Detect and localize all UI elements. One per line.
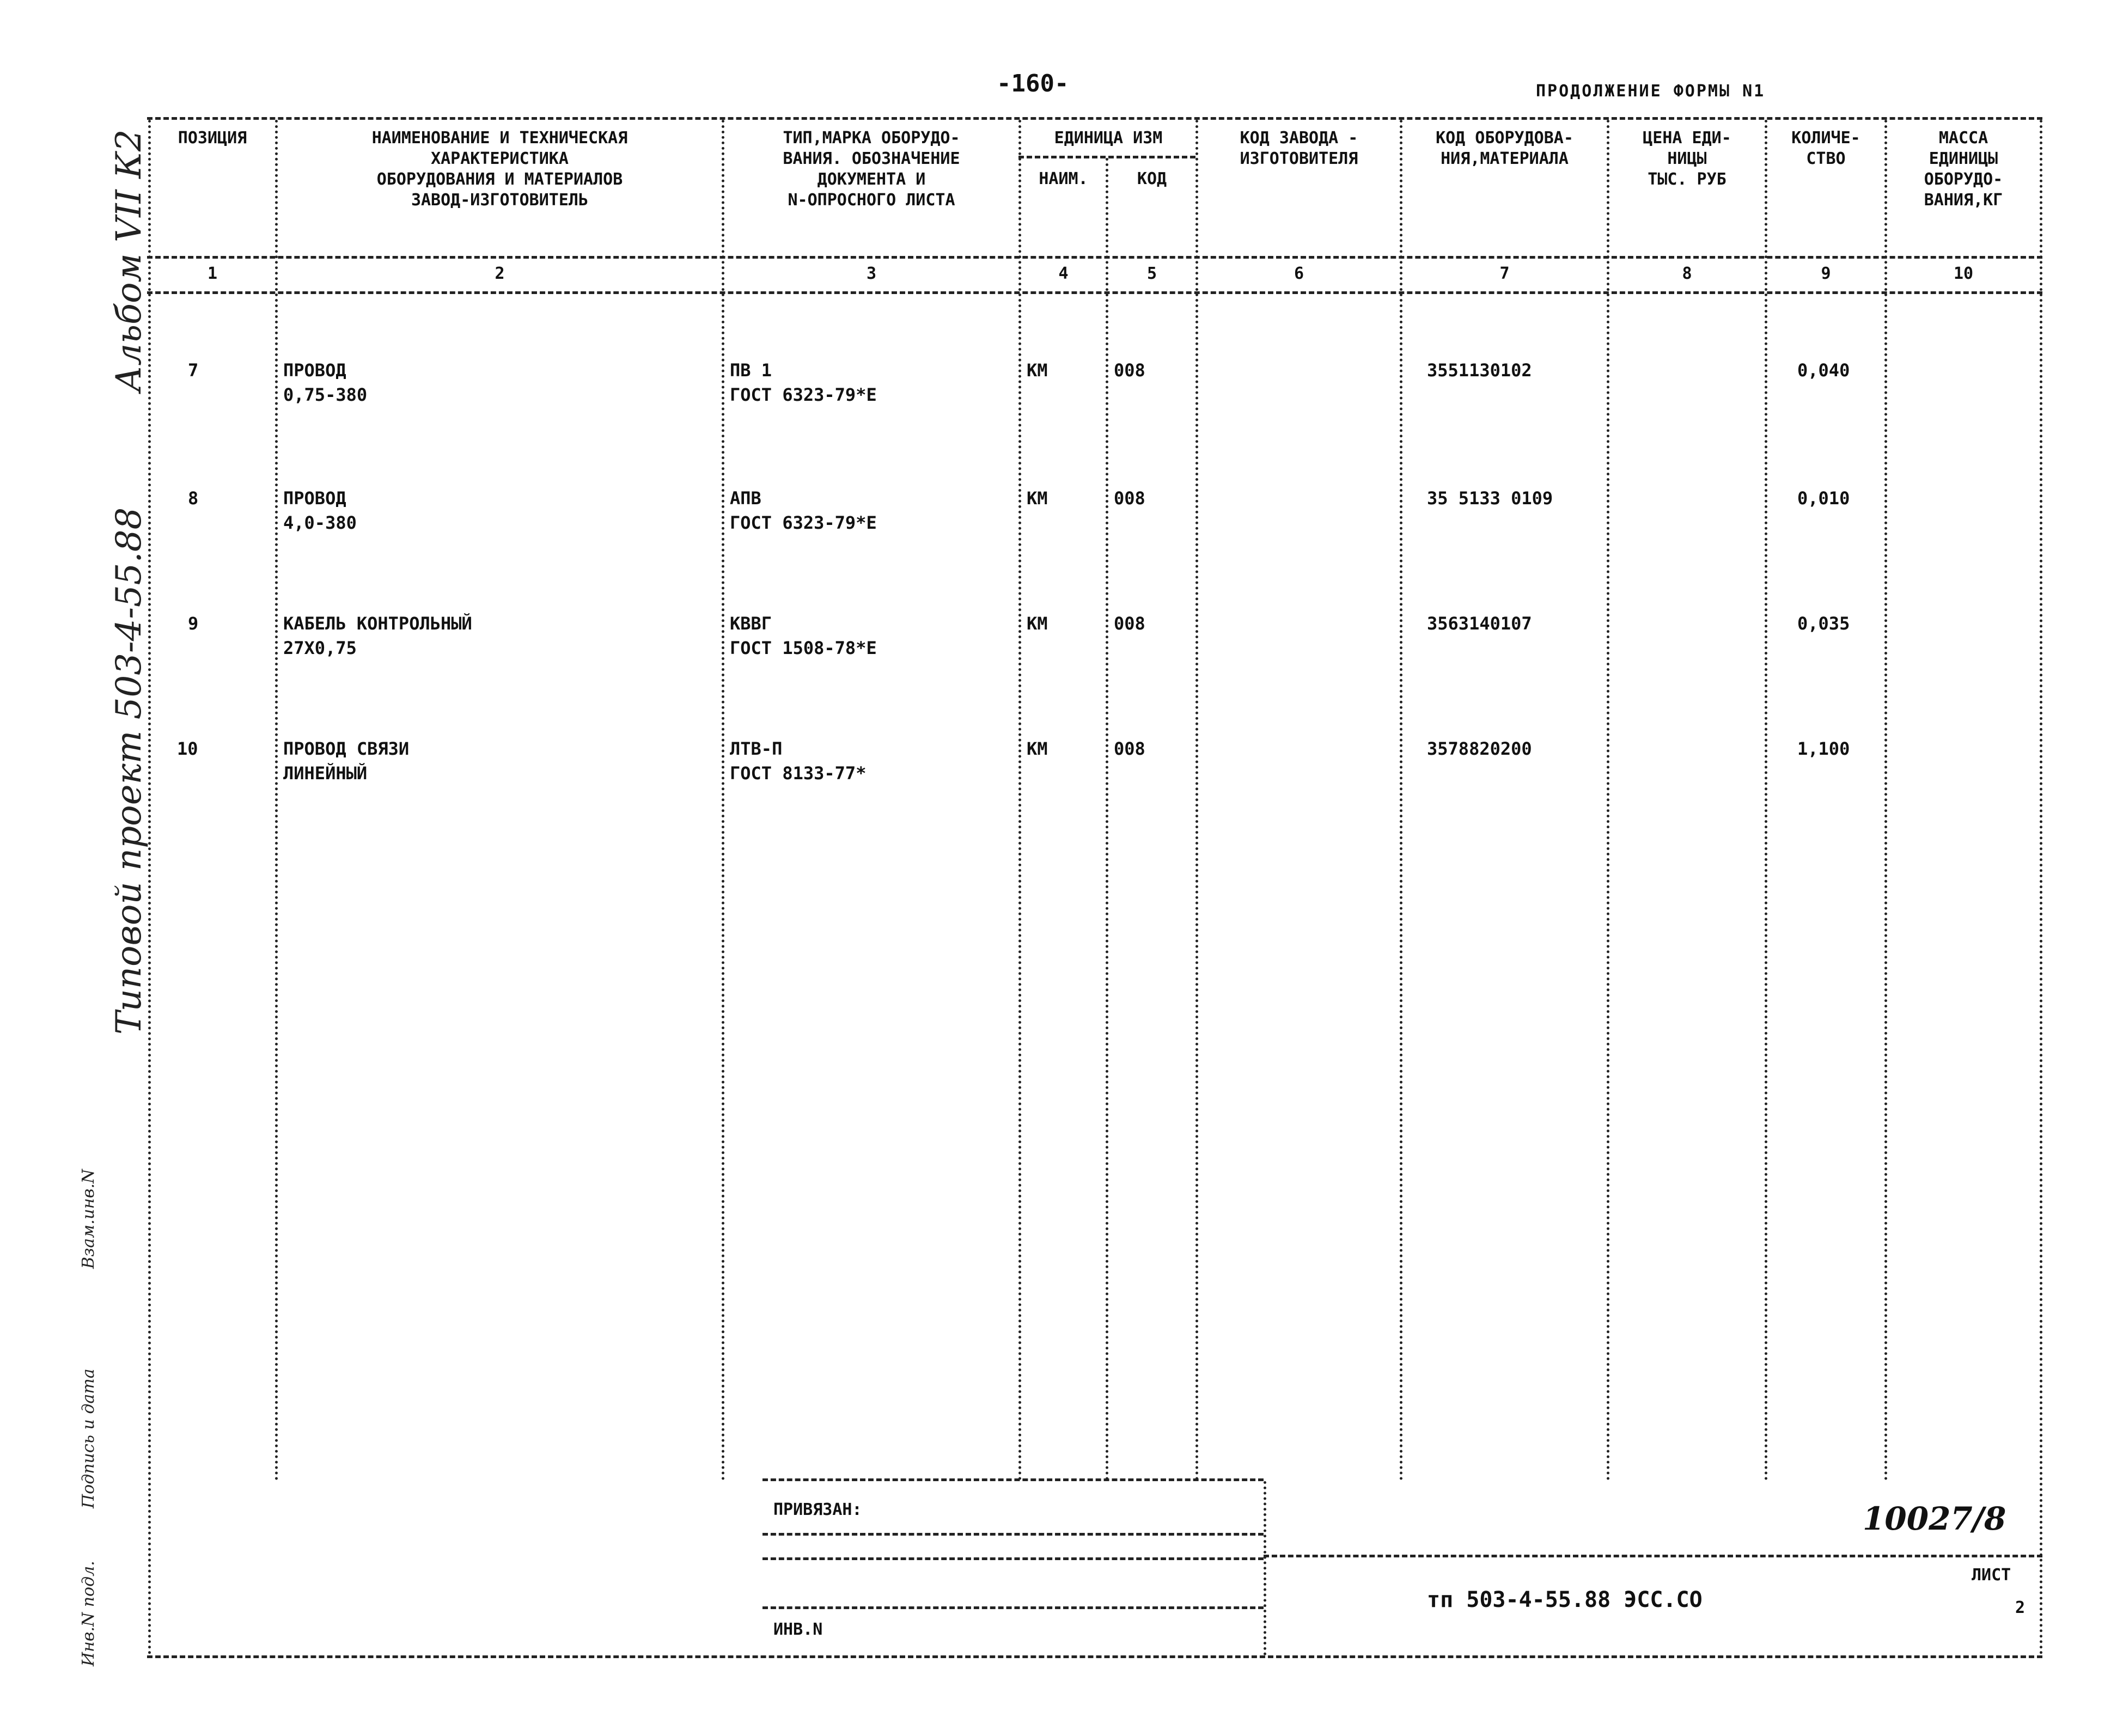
header-col-2: НАИМЕНОВАНИЕ И ТЕХНИЧЕСКАЯ ХАРАКТЕРИСТИКА ОБОРУДОВАНИЯ И МАТЕРИАЛОВ ЗАВОД-ИЗГОТОВИТЕЛЬ bbox=[371, 129, 628, 210]
col-border-1 bbox=[275, 120, 278, 1481]
colnum-2: 2 bbox=[495, 264, 505, 283]
table-row-pos: 9 bbox=[188, 613, 199, 634]
header-unit-group: ЕДИНИЦА ИЗМ bbox=[1054, 129, 1163, 148]
table-row-type-doc: ГОСТ 8133-77* bbox=[730, 763, 867, 784]
table-row-name: ПРОВОД bbox=[283, 360, 346, 381]
table-row-equip-code: 35 5133 0109 bbox=[1427, 488, 1553, 509]
colnum-10: 10 bbox=[1953, 264, 1974, 283]
colnum-6: 6 bbox=[1294, 264, 1304, 283]
table-bottom-border bbox=[147, 1655, 2042, 1658]
table-row-name: ПРОВОД СВЯЗИ bbox=[283, 738, 410, 759]
table-row-unit-code: 008 bbox=[1114, 738, 1145, 759]
header-col-9: КОЛИЧЕ- СТВО bbox=[1791, 129, 1860, 168]
table-row-name-spec: ЛИНЕЙНЫЙ bbox=[283, 763, 368, 784]
table-row-unit: КМ bbox=[1027, 738, 1048, 759]
table-row-pos: 8 bbox=[188, 488, 199, 509]
colnum-5: 5 bbox=[1146, 264, 1157, 283]
numbers-bottom-border bbox=[147, 291, 2042, 294]
table-row-name-spec: 0,75-380 bbox=[283, 384, 368, 405]
table-row-type: ЛТВ-П bbox=[730, 738, 783, 759]
table-row-unit: КМ bbox=[1027, 488, 1048, 509]
inv-podl-label: Инв.N подл. bbox=[79, 1561, 98, 1666]
inv-number-label: ИНВ.N bbox=[773, 1620, 823, 1639]
table-row-qty: 1,100 bbox=[1797, 738, 1850, 759]
header-col-6: КОД ЗАВОДА - ИЗГОТОВИТЕЛЯ bbox=[1240, 129, 1358, 168]
table-row-qty: 0,010 bbox=[1797, 488, 1850, 509]
colnum-9: 9 bbox=[1821, 264, 1831, 283]
table-row-type-doc: ГОСТ 1508-78*Е bbox=[730, 638, 877, 658]
stamp-top-border bbox=[762, 1478, 1264, 1481]
stamp-border-right bbox=[1264, 1481, 1266, 1655]
list-number: 2 bbox=[2015, 1598, 2026, 1617]
header-col-4: НАИМ. bbox=[1039, 169, 1088, 188]
header-col-5: КОД bbox=[1137, 169, 1167, 188]
sheet-number-handwritten: 10027/8 bbox=[1863, 1500, 2006, 1537]
col-border-2 bbox=[722, 120, 724, 1481]
col-border-3 bbox=[1018, 120, 1021, 1481]
header-col-10: МАССА ЕДИНИЦЫ ОБОРУДО- ВАНИЯ,КГ bbox=[1924, 129, 2003, 210]
col-border-7 bbox=[1607, 120, 1609, 1481]
header-col-3: ТИП,МАРКА ОБОРУДО- ВАНИЯ. ОБОЗНАЧЕНИЕ ДОКУМЕНТА И N-ОПРОСНОГО ЛИСТА bbox=[783, 129, 960, 210]
stamp-row-line-1 bbox=[762, 1533, 1264, 1536]
table-row-type: КВВГ bbox=[730, 613, 772, 634]
table-row-unit: КМ bbox=[1027, 613, 1048, 634]
table-row-name-spec: 4,0-380 bbox=[283, 512, 357, 533]
table-row-type-doc: ГОСТ 6323-79*Е bbox=[730, 512, 877, 533]
table-row-unit-code: 008 bbox=[1114, 613, 1145, 634]
stamp-title-line bbox=[1264, 1555, 2042, 1557]
project-label: Типовой проект 503-4-55.88 bbox=[109, 507, 149, 1035]
table-row-qty: 0,040 bbox=[1797, 360, 1850, 381]
table-row-equip-code: 3551130102 bbox=[1427, 360, 1532, 381]
col-border-0 bbox=[148, 120, 151, 1655]
continuation-title: ПРОДОЛЖЕНИЕ ФОРМЫ N1 bbox=[1536, 82, 1766, 101]
list-label: ЛИСТ bbox=[1972, 1566, 2011, 1585]
privyazan-label: ПРИВЯЗАН: bbox=[773, 1500, 862, 1519]
album-label: Альбом VII К2 bbox=[109, 129, 149, 392]
page-number: -160- bbox=[997, 70, 1069, 97]
document-code: тп 503-4-55.88 ЭСС.СО bbox=[1427, 1587, 1703, 1612]
table-row-pos: 10 bbox=[177, 738, 198, 759]
colnum-7: 7 bbox=[1499, 264, 1510, 283]
stamp-row-line-3 bbox=[762, 1606, 1264, 1609]
table-row-name: КАБЕЛЬ КОНТРОЛЬНЫЙ bbox=[283, 613, 472, 634]
table-row-type-doc: ГОСТ 6323-79*Е bbox=[730, 384, 877, 405]
colnum-1: 1 bbox=[207, 264, 218, 283]
table-row-unit-code: 008 bbox=[1114, 488, 1145, 509]
col-border-10 bbox=[2040, 120, 2042, 1655]
stamp-row-line-2 bbox=[762, 1557, 1264, 1560]
table-row-qty: 0,035 bbox=[1797, 613, 1850, 634]
table-row-equip-code: 3563140107 bbox=[1427, 613, 1532, 634]
table-row-type: АПВ bbox=[730, 488, 761, 509]
inv-vzam-label: Взам.инв.N bbox=[79, 1169, 98, 1269]
table-row-unit-code: 008 bbox=[1114, 360, 1145, 381]
table-row-type: ПВ 1 bbox=[730, 360, 772, 381]
header-col-7: КОД ОБОРУДОВА- НИЯ,МАТЕРИАЛА bbox=[1436, 129, 1573, 168]
header-col-8: ЦЕНА ЕДИ- НИЦЫ ТЫС. РУБ bbox=[1643, 129, 1731, 189]
header-bottom-border bbox=[147, 256, 2042, 259]
podpis-label: Подпись и дата bbox=[79, 1368, 98, 1508]
col-border-4 bbox=[1106, 158, 1108, 1481]
col-border-8 bbox=[1765, 120, 1767, 1481]
table-top-border bbox=[147, 117, 2042, 120]
col-border-9 bbox=[1884, 120, 1887, 1481]
table-row-unit: КМ bbox=[1027, 360, 1048, 381]
header-col-1: ПОЗИЦИЯ bbox=[178, 129, 247, 148]
col-border-5 bbox=[1195, 120, 1198, 1481]
table-row-pos: 7 bbox=[188, 360, 199, 381]
colnum-3: 3 bbox=[866, 264, 877, 283]
col-border-6 bbox=[1400, 120, 1402, 1481]
table-row-name-spec: 27Х0,75 bbox=[283, 638, 357, 658]
table-row-equip-code: 3578820200 bbox=[1427, 738, 1532, 759]
table-row-name: ПРОВОД bbox=[283, 488, 346, 509]
colnum-8: 8 bbox=[1682, 264, 1692, 283]
colnum-4: 4 bbox=[1058, 264, 1069, 283]
